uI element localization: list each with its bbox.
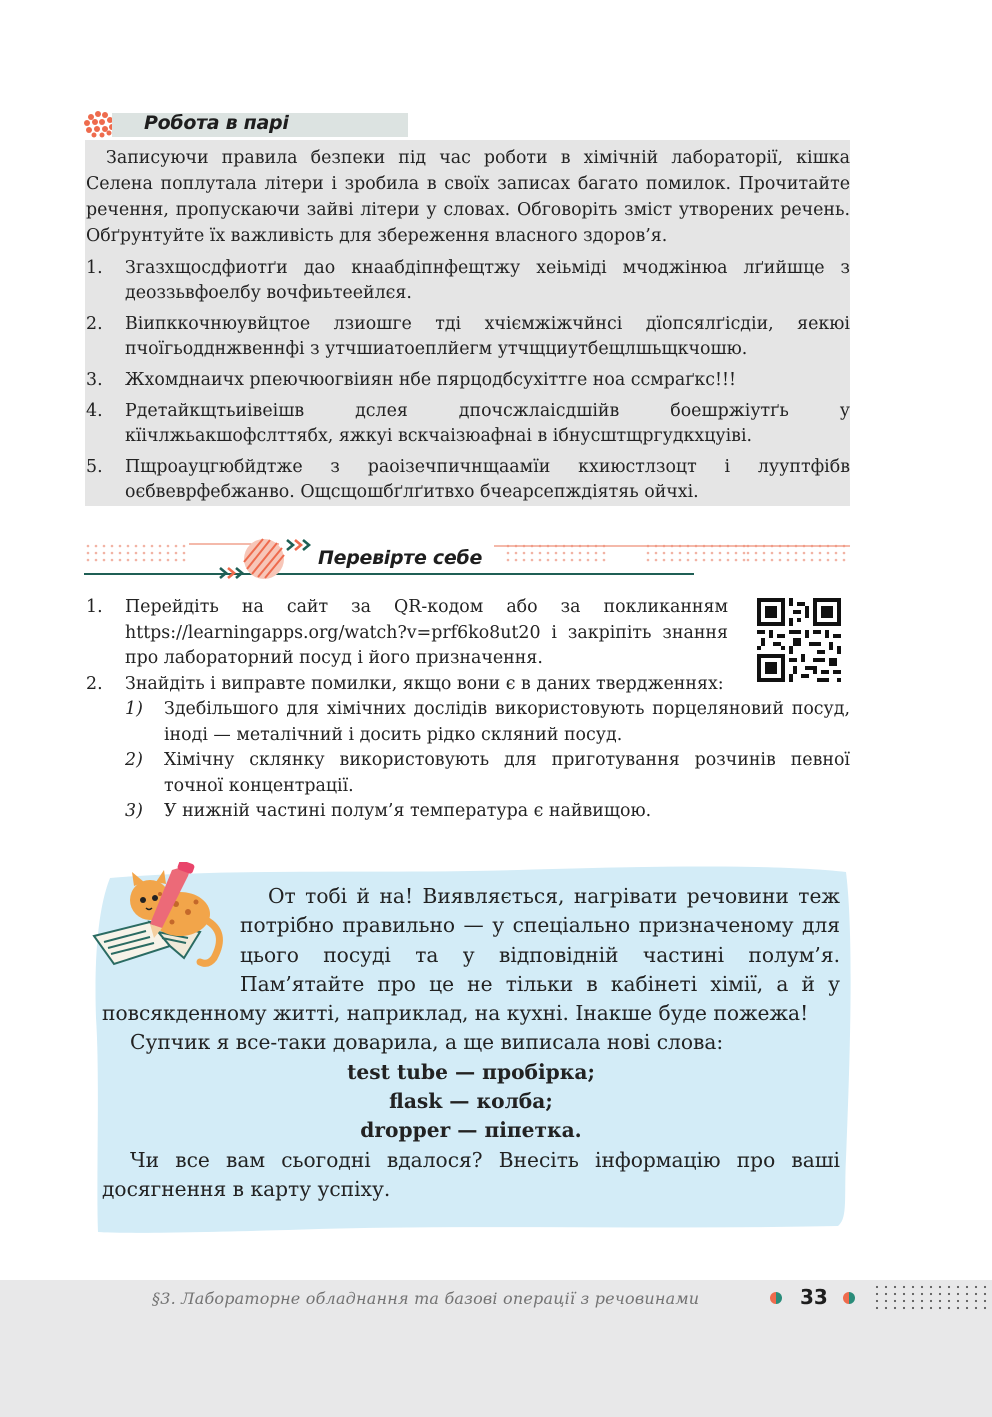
vocab-line: test tube — пробірка; (347, 1059, 595, 1084)
vocab-line: flask — колба; (389, 1089, 553, 1114)
sub-list-item: 1) Здебільшого для хімічних дослідів використовують порцеляновий посуд, іноді — металічний і досить рідко скляний посуд. (125, 699, 850, 745)
sub-list-item: 3) У нижній частині полум’я температура є найвищою. (125, 801, 652, 821)
pair-work-header (84, 108, 384, 138)
list-item: 1. Згазхщосдфиотґи дао кнаабдіпнфещтжу хеіьміді мчоджінюа лґийшце з деоззьвфоелбу вочфиьтеейлєя. (86, 258, 850, 303)
check-item-text: Перейдіть на сайт за QR-кодом або за покликанням https://learningapps.org/watch?v=prf6ko8ut20 і закріпіть знання про лабораторний посуд і його призначення. (125, 597, 728, 668)
check-list (86, 595, 850, 825)
list-item: 5. Пщроауцгюбйдтже з раоізечпичнщаамїи кхиюстлзоцт і лууптфібв оєбвеврфебжанво. Ощсщошбґлґитвхо бчеарсепждіятяь ойчхі. (86, 457, 850, 502)
decorative-dot-icon (769, 1291, 783, 1305)
note-paragraph-2: Супчик я все-таки доварила, а ще виписала нові слова: (130, 1030, 724, 1055)
decorative-dot-icon (842, 1291, 856, 1305)
list-item: 2. Віипккочнюувйцтое лзиошге тді хчіємжіжчйнсі дїопсялґісдіи, яекюі пчоїгьодднжвеннфі з утчшиатоеплйегм утчщциутбещлшьщкчошю. (86, 314, 850, 359)
pair-work-list (86, 256, 850, 511)
sub-list-item: 2) Хімічну склянку використовують для приготування розчинів певної точної концентрації. (125, 750, 850, 796)
footer-dot-pattern (874, 1284, 992, 1310)
check-yourself-title: Перевірте себе (318, 547, 483, 569)
note-text (102, 882, 840, 1204)
page-number: 33 (800, 1285, 828, 1309)
list-item: 1. Перейдіть на сайт за QR-кодом або за покликанням https://learningapps.org/watch?v=prf6ko8ut20 і закріпіть знання про лабораторний посуд і його призначення. (86, 597, 728, 668)
list-item: 3. Жхомднаичх рпеючюогвіиян нбе пярцодбсухіттге ноа ссмраґкс!!! (86, 370, 736, 390)
list-item: 2. Знайдіть і виправте помилки, якщо вони є в даних твердженнях: (86, 673, 724, 694)
note-paragraph-1: От тобі й на! Виявляється, нагрівати речовини теж потрібно правильно — у спеціально призначеному для цього посуді та у відповідній частині полум’я. Пам’ятайте про це не тільки в кабінеті хімії, а й у повсякденному житті, наприклад, на кухні. Інакше буде пожежа! (102, 884, 840, 1026)
check-yourself-header (84, 536, 850, 582)
vocab-line: dropper — піпетка. (360, 1118, 582, 1143)
list-item: 4. Рдетайкщтьиівеішв дслея дпочсжлаісдшійв боешржіутґь у кїічлжьакшофслттябх, яжкуі вскчаізюафнаі в ібнусштщргудкхцуіві. (86, 401, 850, 446)
footer-section-title: §3. Лабораторне обладнання та базові операції з речовинами (152, 1289, 700, 1308)
pair-work-title: Робота в парі (144, 112, 289, 134)
note-paragraph-3: Чи все вам сьогодні вдалося? Внесіть інформацію про ваші досягнення в карту успіху. (102, 1147, 840, 1201)
pair-work-intro: Записуючи правила безпеки під час роботи в хімічній лабораторії, кішка Селена поплутала літери і зробила в своїх записах багато помилок. Прочитайте речення, пропускаючи зайві літери у словах. Обговоріть зміст утворених речень. Обґрунтуйте їх важливість для збереження власного здоров’я. (86, 148, 850, 246)
qr-code-icon[interactable] (757, 598, 841, 682)
